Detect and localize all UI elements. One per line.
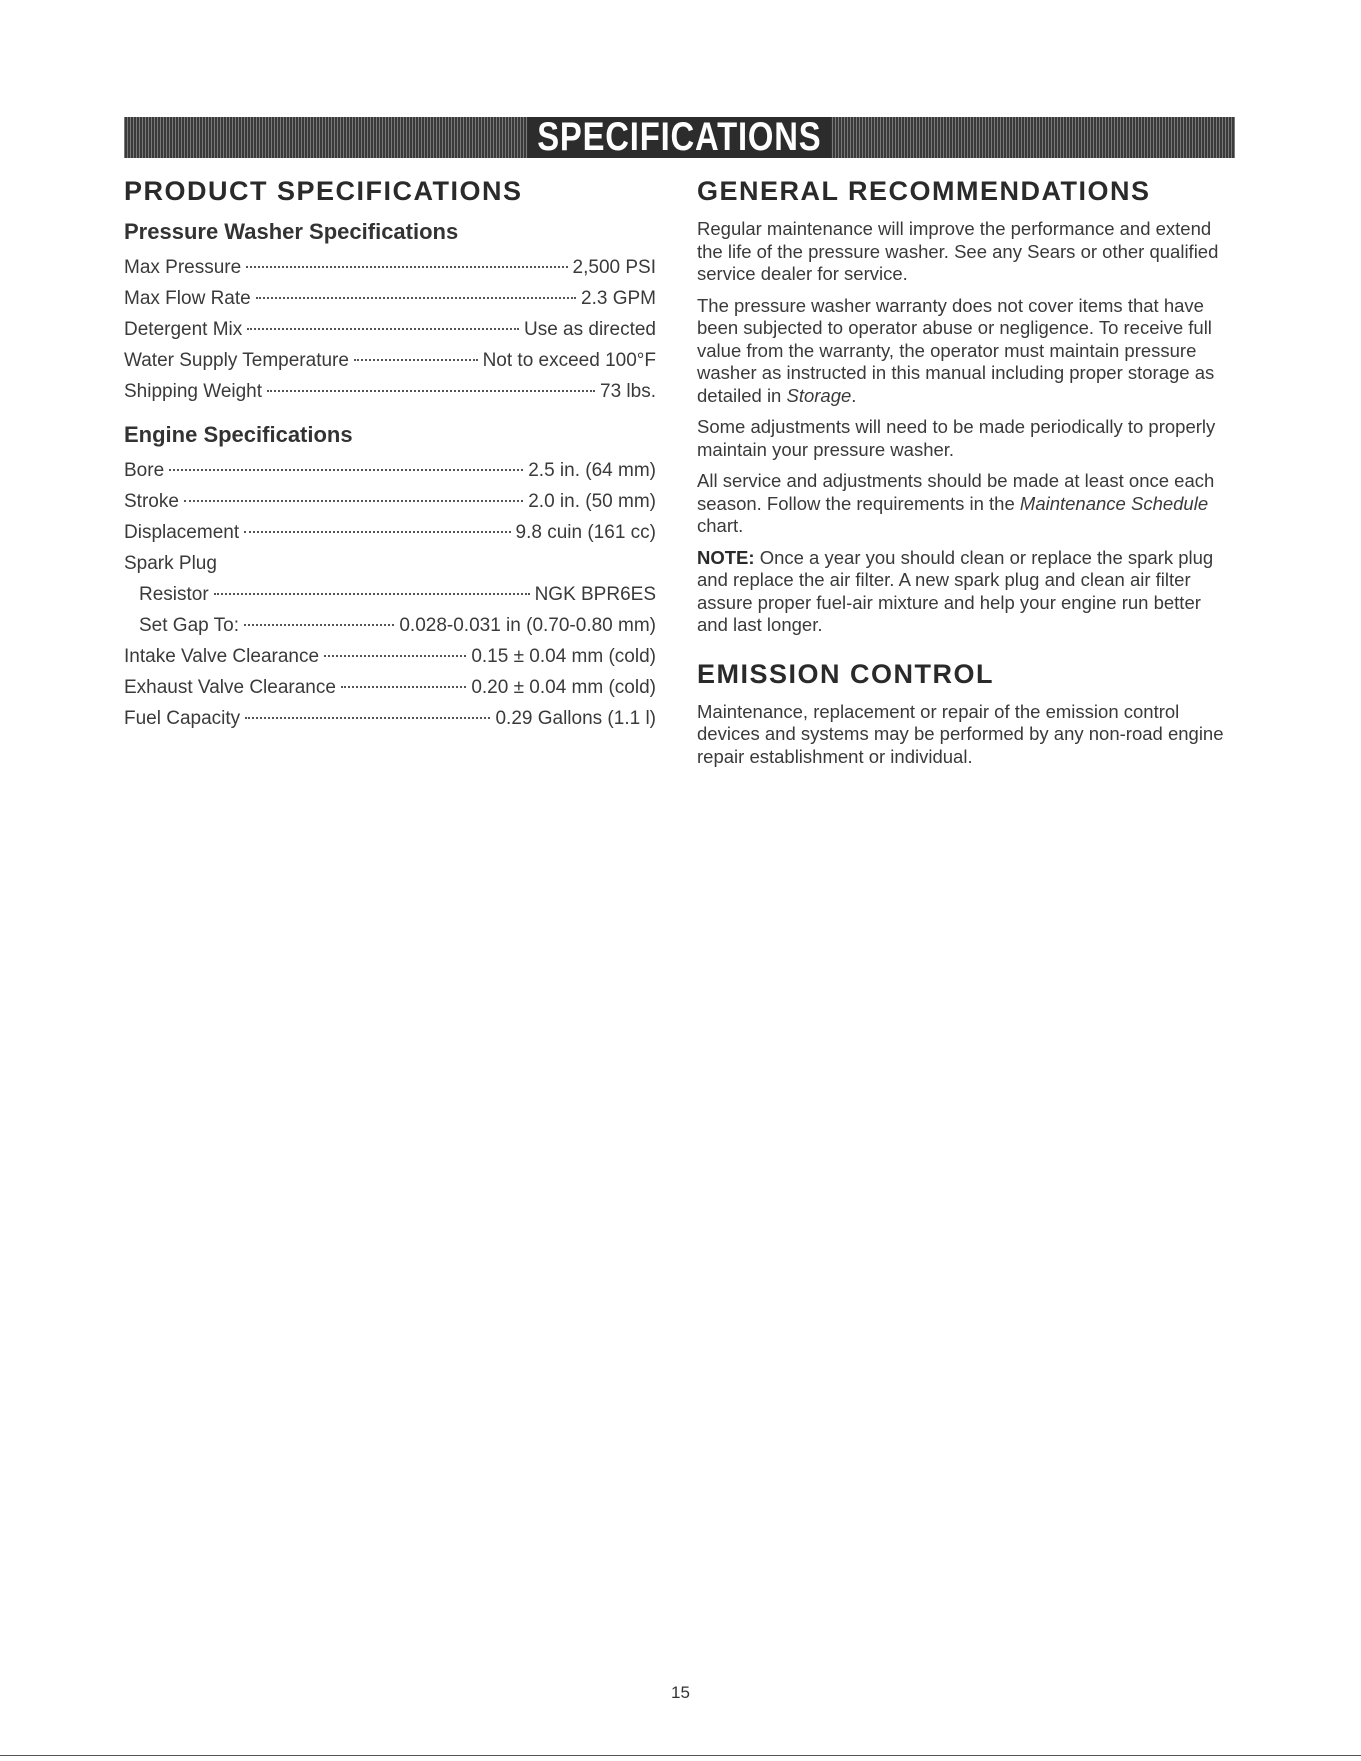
spec-label: Displacement: [124, 522, 240, 543]
spec-value: Use as directed: [523, 319, 656, 340]
spec-label: Shipping Weight: [124, 381, 263, 402]
dot-leader: [341, 686, 466, 688]
spec-value: 0.028-0.031 in (0.70-0.80 mm): [399, 615, 656, 636]
pressure-washer-specs-list: [124, 252, 656, 407]
spec-value: 2,500 PSI: [572, 257, 656, 278]
spec-label: Max Flow Rate: [124, 288, 251, 309]
paragraph-text-end: chart.: [697, 515, 744, 536]
dot-leader: [169, 469, 523, 471]
recommendations-column: [697, 176, 1235, 777]
general-paragraph-2: [697, 295, 1235, 408]
dot-leader: [246, 266, 567, 268]
dot-leader: [245, 717, 490, 719]
spec-row-intake-valve-clearance: [124, 641, 656, 672]
spec-row-fuel-capacity: [124, 703, 656, 734]
spec-row-spark-plug: [124, 548, 656, 579]
spec-label: Spark Plug: [124, 553, 217, 574]
note-paragraph: [697, 547, 1235, 637]
spec-label: Max Pressure: [124, 257, 242, 278]
note-text: Once a year you should clean or replace the spark plug and replace the air filter. A new spark plug and clean air filter assure proper fuel-air mixture and help your engine run better and last longer.: [697, 546, 1214, 635]
spec-value: 2.0 in. (50 mm): [528, 491, 656, 512]
note-label: NOTE:: [697, 546, 755, 568]
section-spacer: [124, 407, 656, 421]
banner-title: SPECIFICATIONS: [528, 117, 832, 158]
general-paragraph-3: Some adjustments will need to be made periodically to properly maintain your pressure washer.: [697, 416, 1216, 460]
spec-value: 0.15 ± 0.04 mm (cold): [471, 646, 656, 667]
paragraph-text: The pressure washer warranty does not cover items that have been subjected to operator abuse or negligence. To receive full value from the warranty, the operator must maintain pressure washer as instructed in this manual including proper storage as detailed in: [697, 294, 1215, 406]
spec-label: Bore: [124, 460, 165, 481]
spec-value: 73 lbs.: [600, 381, 656, 402]
spec-row-displacement: [124, 517, 656, 548]
dot-leader: [256, 297, 576, 299]
storage-reference: Storage: [786, 384, 852, 406]
spec-row-resistor: [124, 579, 656, 610]
dot-leader: [244, 531, 510, 533]
spec-row-stroke: [124, 486, 656, 517]
dot-leader: [354, 359, 478, 361]
spec-row-water-supply-temperature: [124, 345, 656, 376]
emission-paragraph: Maintenance, replacement or repair of the emission control devices and systems may be performed by any non-road engine repair establishment or individual.: [697, 700, 1224, 767]
spec-label: Intake Valve Clearance: [124, 646, 320, 667]
general-paragraph-1: Regular maintenance will improve the performance and extend the life of the pressure washer. See any Sears or other qualified service dealer for service.: [697, 218, 1219, 284]
dot-leader: [324, 655, 466, 657]
page-number: 15: [671, 1683, 690, 1702]
engine-specs-heading: Engine Specifications: [124, 422, 353, 447]
spec-label: Detergent Mix: [124, 319, 243, 340]
paragraph-text: All service and adjustments should be made at least once each season. Follow the requirements in the: [697, 470, 1215, 514]
spec-row-detergent-mix: [124, 314, 656, 345]
general-recommendations-heading: GENERAL RECOMMENDATIONS: [697, 176, 1151, 206]
spec-value: Not to exceed 100°F: [482, 350, 656, 371]
spec-row-bore: [124, 455, 656, 486]
bottom-rule: [0, 1755, 1361, 1756]
spec-row-max-flow-rate: [124, 283, 656, 314]
dot-leader: [267, 390, 595, 392]
spec-row-set-gap: [124, 610, 656, 641]
spec-label: Fuel Capacity: [124, 708, 241, 729]
spec-row-exhaust-valve-clearance: [124, 672, 656, 703]
spec-row-max-pressure: [124, 252, 656, 283]
spec-value: 0.20 ± 0.04 mm (cold): [471, 677, 656, 698]
maintenance-schedule-reference: Maintenance Schedule: [1019, 492, 1209, 514]
section-banner: [124, 117, 1235, 158]
spec-value: 0.29 Gallons (1.1 l): [495, 708, 656, 729]
spec-label: Stroke: [124, 491, 179, 512]
spec-label: Water Supply Temperature: [124, 350, 349, 371]
product-specifications-column: [124, 176, 656, 734]
engine-specs-list: [124, 455, 656, 734]
emission-control-heading: EMISSION CONTROL: [697, 658, 995, 689]
pressure-washer-specs-heading: Pressure Washer Specifications: [124, 219, 459, 244]
spec-row-shipping-weight: [124, 376, 656, 407]
paragraph-text-end: .: [851, 384, 857, 406]
spec-value: NGK BPR6ES: [534, 584, 656, 605]
dot-leader: [247, 328, 519, 330]
dot-leader: [184, 500, 523, 502]
product-specifications-heading: PRODUCT SPECIFICATIONS: [124, 176, 523, 206]
spec-label: Resistor: [139, 584, 209, 605]
spec-label: Set Gap To:: [139, 615, 239, 636]
dot-leader: [214, 593, 530, 595]
spec-value: 2.5 in. (64 mm): [528, 460, 656, 481]
general-paragraph-4: [697, 470, 1235, 538]
spec-label: Exhaust Valve Clearance: [124, 677, 336, 698]
spec-value: 2.3 GPM: [581, 288, 656, 309]
spec-value: 9.8 cuin (161 cc): [515, 522, 656, 543]
dot-leader: [244, 624, 394, 626]
